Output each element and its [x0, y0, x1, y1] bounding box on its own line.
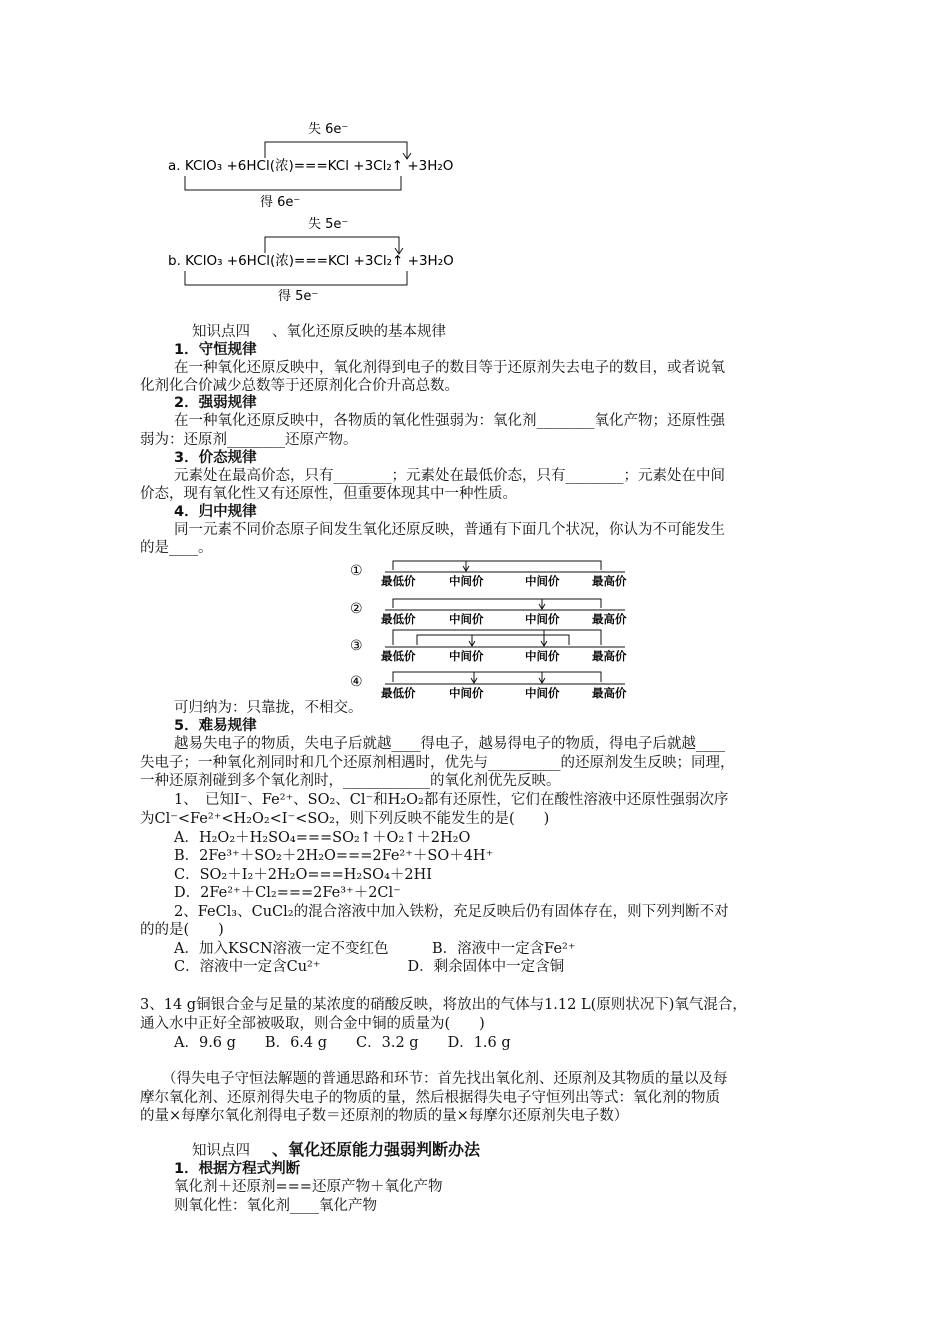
- section5-subtitle: 1．根据方程式判断: [174, 1161, 301, 1177]
- question1-option-b: B．2Fe³⁺＋SO₂＋2H₂O===2Fe²⁺＋SO＋4H⁺: [174, 848, 494, 864]
- note-line1: （得失电子守恒法解题的普通思路和环节：首先找出氧化剂、还原剂及其物质的量以及每: [162, 1071, 728, 1087]
- section4-heading-prefix: 知识点四: [192, 324, 250, 340]
- rule4-line1: 同一元素不同价态原子间发生氧化还原反映，普通有下面几个状况，你认为不可能发生: [174, 522, 725, 538]
- rule4-line2: 的是____。: [140, 540, 213, 556]
- equation-b-bottom-label: 得 5e⁻: [278, 289, 319, 304]
- question1-line2: 为Cl⁻<Fe²⁺<H₂O₂<I⁻<SO₂，则下列反映不能发生的是( ): [140, 811, 550, 827]
- rule5-line1: 越易失电子的物质，失电子后就越____得电子，越易得电子的物质，得电子后就越____: [174, 736, 725, 752]
- note-line2: 摩尔氧化剂、还原剂得失电子的物质的量，然后根据得失电子守恒列出等式：氧化剂的物质: [140, 1090, 720, 1106]
- question2-options-cd: C．溶液中一定含Cu²⁺ D．剩余固体中一定含铜: [174, 959, 565, 975]
- diagram-item-3-label-2: 中间价: [449, 649, 484, 663]
- diagram-item-3-label-4: 最高价: [592, 649, 627, 663]
- section5-heading-title: 、氧化还原能力强弱判断办法: [272, 1140, 481, 1159]
- diagram-item-2-number: ②: [350, 601, 363, 617]
- diagram-item-3-number: ③: [350, 638, 363, 654]
- diagram-item-1-label-3: 中间价: [525, 574, 560, 588]
- section5-heading-prefix: 知识点四: [192, 1143, 250, 1159]
- rule5-line2: 失电子；一种氧化剂同时和几个还原剂相遇时，优先与__________的还原剂发生反映；同理，: [140, 755, 735, 771]
- diagram-item-1-label-4: 最高价: [592, 574, 627, 588]
- diagram-item-2-label-3: 中间价: [525, 612, 560, 626]
- section4-heading: [192, 323, 446, 342]
- rule4-summary: 可归纳为：只靠拢，不相交。: [174, 700, 363, 716]
- section5-line2: 则氧化性：氧化剂____氧化产物: [174, 1198, 377, 1214]
- equation-a-text: a. KClO₃ +6HCl(浓)===KCl +3Cl₂↑ +3H₂O: [168, 158, 454, 174]
- equation-b-text: b. KClO₃ +6HCl(浓)===KCl +3Cl₂↑ +3H₂O: [168, 253, 454, 269]
- section5-line1: 氧化剂＋还原剂===还原产物＋氧化产物: [174, 1179, 443, 1195]
- rule2-line2: 弱为：还原剂________还原产物。: [140, 432, 358, 448]
- diagram-item-4-label-1: 最低价: [381, 686, 416, 700]
- equation-a-diagram: [160, 118, 500, 210]
- rule4-title: 4．归中规律: [174, 504, 257, 520]
- question1-option-d: D．2Fe²⁺＋Cl₂===2Fe³⁺＋2Cl⁻: [174, 885, 401, 901]
- equation-a-bottom-label: 得 6e⁻: [260, 195, 301, 210]
- question2-options-ab: A．加入KSCN溶液一定不变红色 B．溶液中一定含Fe²⁺: [174, 941, 576, 957]
- diagram-item-2-label-2: 中间价: [449, 612, 484, 626]
- valence-diagram: [345, 556, 645, 704]
- diagram-item-4-label-2: 中间价: [449, 686, 484, 700]
- question3-options: A．9.6 g B．6.4 g C．3.2 g D．1.6 g: [174, 1035, 511, 1051]
- rule3-line2: 价态，现有氧化性又有还原性，但重要体现其中一种性质。: [140, 486, 517, 502]
- rule5-line3: 一种还原剂碰到多个氧化剂时，____________的氧化剂优先反映。: [140, 773, 561, 789]
- question3-line1: 3、14 g铜银合金与足量的某浓度的硝酸反映，将放出的气体与1.12 L(原则状况下)氧气混合，: [140, 997, 747, 1013]
- diagram-item-4-label-4: 最高价: [592, 686, 627, 700]
- rule3-title: 3．价态规律: [174, 450, 257, 466]
- question2-line2: 的的是( ): [140, 922, 224, 938]
- rule1-title: 1．守恒规律: [174, 342, 257, 358]
- note-line3: 的量×每摩尔氧化剂得电子数＝还原剂的物质的量×每摩尔还原剂失电子数）: [140, 1108, 629, 1124]
- rule3-line1: 元素处在最高价态，只有________；元素处在最低价态，只有________；元素处在中间: [174, 468, 725, 484]
- rule1-line2: 化剂化合价减少总数等于还原剂化合价升高总数。: [140, 378, 459, 394]
- diagram-item-1-label-1: 最低价: [381, 574, 416, 588]
- diagram-item-4-number: ④: [350, 674, 363, 690]
- section5-heading: [192, 1140, 480, 1161]
- question1-option-c: C．SO₂＋I₂＋2H₂O===H₂SO₄＋2HI: [174, 867, 432, 883]
- question2-line1: 2、FeCl₃、CuCl₂的混合溶液中加入铁粉，充足反映后仍有固体存在，则下列判断不对: [174, 904, 729, 920]
- diagram-item-1-label-2: 中间价: [449, 574, 484, 588]
- diagram-item-4-label-3: 中间价: [525, 686, 560, 700]
- question1-line1: 1、 已知I⁻、Fe²⁺、SO₂、Cl⁻和H₂O₂都有还原性，它们在酸性溶液中还原性强弱次序: [174, 792, 729, 808]
- diagram-item-1-number: ①: [350, 563, 363, 579]
- equation-b-diagram: [160, 213, 500, 305]
- diagram-item-3-label-3: 中间价: [525, 649, 560, 663]
- section4-heading-title: 、氧化还原反映的基本规律: [272, 324, 446, 340]
- diagram-item-3-label-1: 最低价: [381, 649, 416, 663]
- rule2-line1: 在一种氧化还原反映中，各物质的氧化性强弱为：氧化剂________氧化产物；还原性强: [174, 413, 725, 429]
- rule1-line1: 在一种氧化还原反映中，氧化剂得到电子的数目等于还原剂失去电子的数目，或者说氧: [174, 360, 725, 376]
- question3-line2: 通入水中正好全部被吸取，则合金中铜的质量为( ): [140, 1016, 485, 1032]
- diagram-item-2-label-1: 最低价: [381, 612, 416, 626]
- equation-b-top-label: 失 5e⁻: [308, 217, 349, 232]
- question1-option-a: A．H₂O₂＋H₂SO₄===SO₂↑＋O₂↑＋2H₂O: [174, 830, 471, 846]
- diagram-item-2-label-4: 最高价: [592, 612, 627, 626]
- rule2-title: 2．强弱规律: [174, 395, 257, 411]
- rule5-title: 5．难易规律: [174, 718, 257, 734]
- equation-a-top-label: 失 6e⁻: [308, 122, 349, 137]
